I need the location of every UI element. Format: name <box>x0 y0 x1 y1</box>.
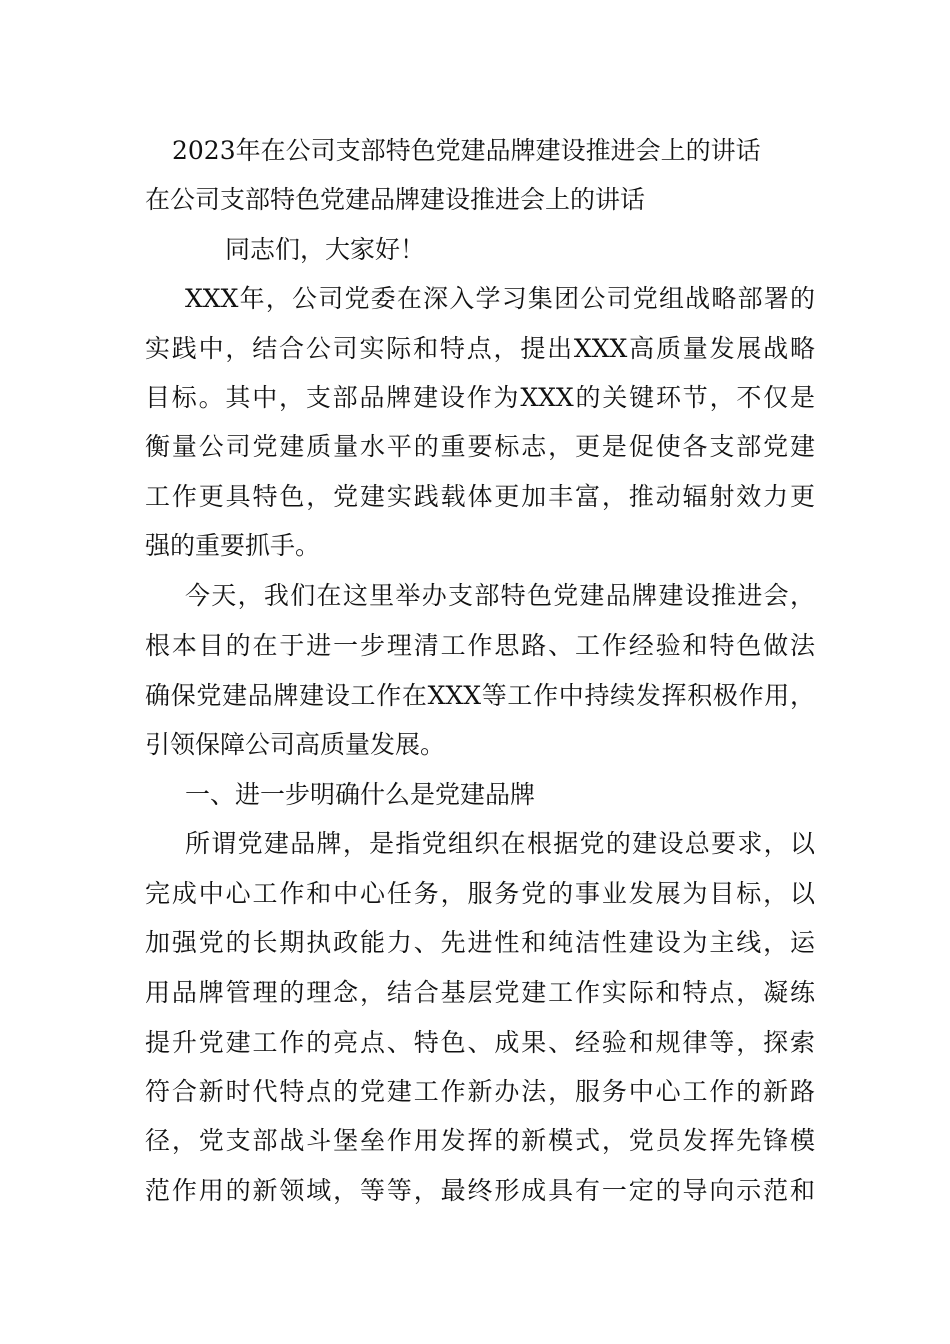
paragraph-3-line: 加强党的长期执政能力、先进性和纯洁性建设为主线，运 <box>145 928 815 957</box>
document-subtitle: 在公司支部特色党建品牌建设推进会上的讲话 <box>145 185 646 214</box>
paragraph-3-line: 符合新时代特点的党建工作新办法，服务中心工作的新路 <box>145 1077 815 1106</box>
paragraph-3-line: 范作用的新领域，等等，最终形成具有一定的导向示范和 <box>145 1176 815 1205</box>
paragraph-3-line: 所谓党建品牌，是指党组织在根据党的建设总要求，以 <box>185 829 815 858</box>
document-title: 2023年在公司支部特色党建品牌建设推进会上的讲话 <box>172 136 761 165</box>
greeting: 同志们，大家好！ <box>225 235 426 264</box>
paragraph-2-line: 确保党建品牌建设工作在XXX等工作中持续发挥积极作用， <box>145 681 815 710</box>
paragraph-2-line: 引领保障公司高质量发展。 <box>145 730 446 759</box>
paragraph-3-line: 完成中心工作和中心任务，服务党的事业发展为目标，以 <box>145 879 815 908</box>
paragraph-2-line: 今天，我们在这里举办支部特色党建品牌建设推进会， <box>185 581 815 610</box>
paragraph-3-line: 提升党建工作的亮点、特色、成果、经验和规律等，探索 <box>145 1028 815 1057</box>
paragraph-1-line: 实践中，结合公司实际和特点，提出XXX高质量发展战略 <box>145 334 815 363</box>
section-heading: 一、进一步明确什么是党建品牌 <box>185 780 536 809</box>
paragraph-2-line: 根本目的在于进一步理清工作思路、工作经验和特色做法 <box>145 631 815 660</box>
paragraph-1-line: 目标。其中，支部品牌建设作为XXX的关键环节，不仅是 <box>145 383 815 412</box>
paragraph-1-line: 强的重要抓手。 <box>145 531 321 560</box>
paragraph-1-line: XXX年，公司党委在深入学习集团公司党组战略部署的 <box>185 284 815 313</box>
paragraph-1-line: 工作更具特色，党建实践载体更加丰富，推动辐射效力更 <box>145 482 815 511</box>
paragraph-1-line: 衡量公司党建质量水平的重要标志，更是促使各支部党建 <box>145 432 815 461</box>
paragraph-3-line: 径，党支部战斗堡垒作用发挥的新模式，党员发挥先锋模 <box>145 1126 815 1155</box>
paragraph-3-line: 用品牌管理的理念，结合基层党建工作实际和特点，凝练 <box>145 978 815 1007</box>
